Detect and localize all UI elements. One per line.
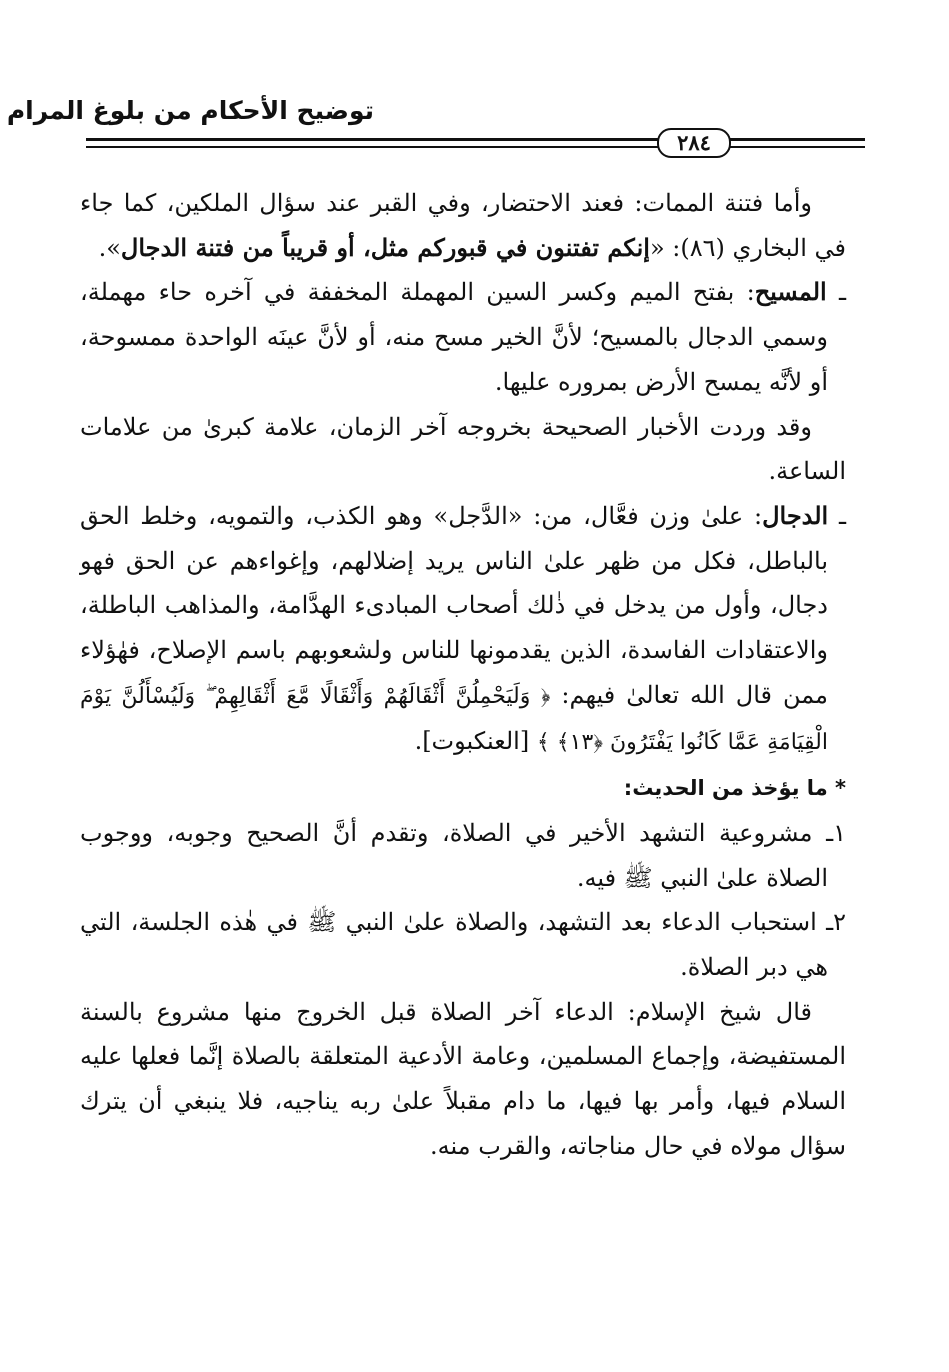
paragraph-sheikh-al-islam <box>80 990 846 1169</box>
header-rule-thick <box>86 138 865 141</box>
running-title: توضيح الأحكام من بلوغ المرام <box>6 96 374 125</box>
item1-number: ١ـ <box>826 818 846 847</box>
paragraph-al-masih: ـ المسيح: بفتح الميم وكسر السين المهملة المخففة في آخره حاء مهملة، وسمي الدجال بالمسيح؛ لأنَّ الخير مسح منه، أو لأنَّ عينَه الواحدة ممسوحة، أو لأنَّه يمسح الأرض بمروره عليها. <box>80 277 846 396</box>
p3-text: وقد وردت الأخبار الصحيحة بخروجه آخر الزمان، علامة كبرىٰ من علامات الساعة. <box>80 412 846 486</box>
quran-verse: ﴿ وَلَيَحْمِلُنَّ أَثْقَالَهُمْ وَأَثْقَالًا مَّعَ أَثْقَالِهِمْ ۖ وَلَيُسْأَلُنَّ يَوْمَ الْقِيَامَةِ عَمَّا كَانُوا يَفْتَرُونَ ﴿١٣﴾ ﴾ <box>80 683 828 756</box>
p1-text-a: وأما فتنة الممات: فعند الاحتضار، وفي القبر عند سؤال الملكين، كما جاء في البخاري (٨٦): « <box>80 189 846 262</box>
page-number: ٢٨٤ <box>657 128 731 158</box>
section-heading: * ما يؤخذ من الحديث: <box>623 776 846 801</box>
list-item-2 <box>80 900 846 989</box>
header-rule-thin <box>86 146 865 148</box>
list-item-1 <box>80 811 846 900</box>
term-al-dajjal: الدجال <box>762 500 829 530</box>
term-al-masih: المسيح <box>754 277 827 307</box>
paragraph-fitnat-al-mamat <box>80 181 846 270</box>
p4-text-a: : علىٰ وزن فعَّال، من: «الدَّجل» وهو الكذب، والتمويه، وخلط الحق بالباطل، فكل من ظهر علىٰ الناس يريد إضلالهم، وإغواءهم عن الحق فهو دجال، وأول من يدخل في ذٰلك أصحاب المبادىء الهدَّامة، والمذاهب الباطلة، والاعتقادات الفاسدة، الذين يقدمونها للناس ولشعوبهم باسم الإصلاح، فهٰؤلاء ممن قال الله تعالىٰ فيهم: <box>80 501 829 709</box>
item1-text: مشروعية التشهد الأخير في الصلاة، وتقدم أنَّ الصحيح وجوبه، ووجوب الصلاة علىٰ النبي ﷺ فيه. <box>80 818 828 892</box>
paragraph-al-dajjal: ـ الدجال: علىٰ وزن فعَّال، من: «الدَّجل» وهو الكذب، والتمويه، وخلط الحق بالباطل، فكل من ظهر علىٰ الناس يريد إضلالهم، وإغواءهم عن الحق فهو دجال، وأول من يدخل في ذٰلك أصحاب المبادىء الهدَّامة، والمذاهب الباطلة، والاعتقادات الفاسدة، الذين يقدمونها للناس ولشعوبهم باسم الإصلاح، فهٰؤلاء ممن قال الله تعالىٰ فيهم: ﴿ وَلَيَحْمِلُنَّ أَثْقَالَهُمْ وَأَثْقَالًا مَّعَ أَثْقَالِهِمْ ۖ وَلَيُسْأَلُنَّ يَوْمَ الْقِيَامَةِ عَمَّا كَانُوا يَفْتَرُونَ ﴿١٣﴾ ﴾ [العنكبوت]. <box>80 500 846 756</box>
p2-text: : بفتح الميم وكسر السين المهملة المخففة في آخره حاء مهملة، وسمي الدجال بالمسيح؛ لأنَّ الخير مسح منه، أو لأنَّ عينَه الواحدة ممسوحة، أو لأنَّه يمسح الأرض بمروره عليها. <box>80 278 828 396</box>
paragraph-akhbar <box>80 405 846 494</box>
p4-text-b: [العنكبوت]. <box>414 727 537 756</box>
p1-hadith-quote: إنكم تفتنون في قبوركم مثل، أو قريباً من فتنة الدجال <box>120 232 650 262</box>
p1-text-b: ». <box>98 233 121 262</box>
item2-number: ٢ـ <box>826 908 846 937</box>
item2-text: استحباب الدعاء بعد التشهد، والصلاة علىٰ النبي ﷺ في هٰذه الجلسة، التي هي دبر الصلاة. <box>80 908 828 981</box>
p5-text: قال شيخ الإسلام: الدعاء آخر الصلاة قبل الخروج منها مشروع بالسنة المستفيضة، وإجماع المسلمين، وعامة الأدعية المتعلقة بالصلاة إنَّما فعلها عليه السلام فيها، وأمر بها فيها، ما دام مقبلاً علىٰ ربه يناجيه، فلا ينبغي أن يترك سؤال مولاه في حال مناجاته، والقرب منه. <box>80 997 846 1160</box>
body-text <box>80 181 846 1168</box>
